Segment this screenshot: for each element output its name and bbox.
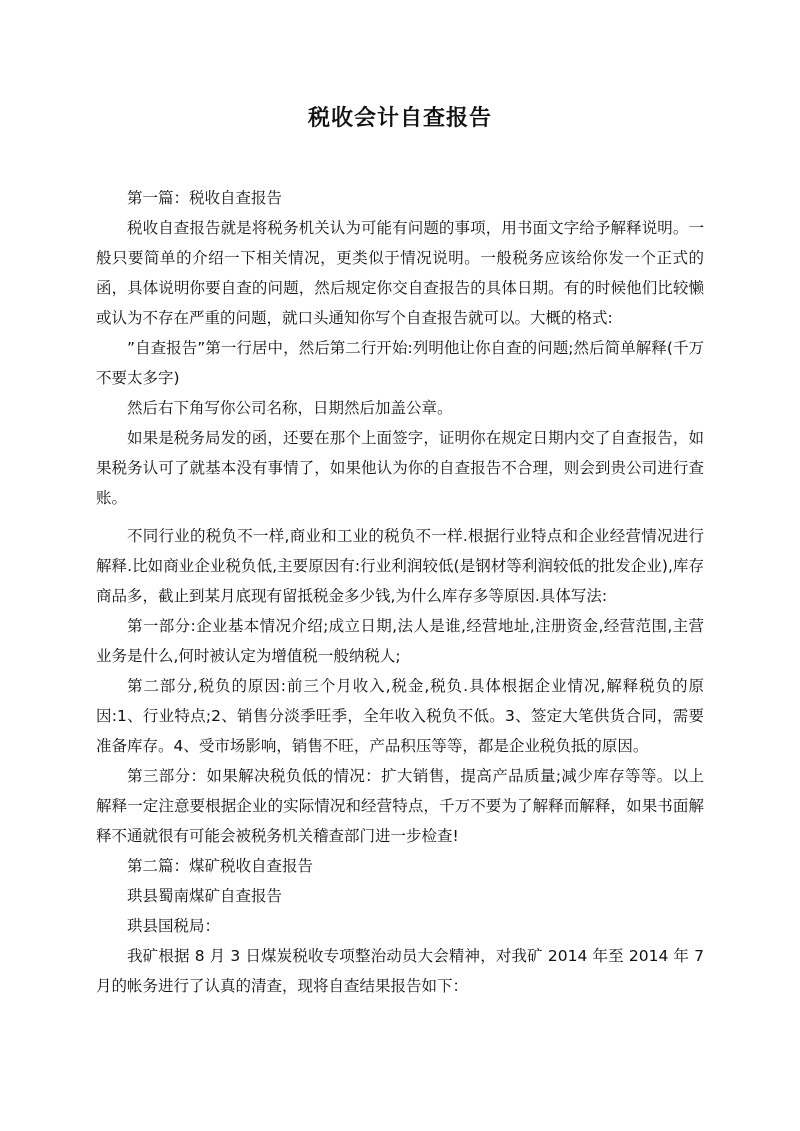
paragraph-intro: 税收自查报告就是将税务机关认为可能有问题的事项，用书面文字给予解释说明。一般只要简单的介绍一下相关情况，更类似于情况说明。一般税务应该给你发一个正式的函，具体说明你要自查的问题，然后规定你交自查报告的具体日期。有的时候他们比较懒或认为不存在严重的问题，就口头通知你写个自查报告就可以。大概的格式: — [96, 219, 704, 327]
paragraph-report-title: 珙县蜀南煤矿自查报告 — [127, 887, 283, 905]
paragraph-signature: 然后右下角写你公司名称，日期然后加盖公章。 — [127, 399, 453, 417]
document-title: 税收会计自查报告 — [307, 106, 492, 131]
paragraph-format: ”自查报告”第一行居中，然后第二行开始:列明他让你自查的问题;然后简单解释(千万不要太多字) — [96, 339, 704, 387]
paragraph-heading-2: 第二篇：煤矿税收自查报告 — [127, 857, 314, 875]
paragraph-industry: 不同行业的税负不一样,商业和工业的税负不一样.根据行业特点和企业经营情况进行解释.比如商业企业税负低,主要原因有:行业利润较低(是钢材等利润较低的批发企业),库存商品多，截止到某月底现有留抵税金多少钱,为什么库存多等原因.具体写法: — [96, 527, 704, 605]
paragraph-addressee: 珙县国税局： — [127, 917, 221, 935]
paragraph-heading-1: 第一篇：税收自查报告 — [127, 189, 283, 207]
paragraph-part-1: 第一部分:企业基本情况介绍;成立日期,法人是谁,经营地址,注册资金,经营范围,主营业务是什么,何时被认定为增值税一般纳税人; — [96, 617, 704, 665]
document-body — [96, 183, 704, 1001]
paragraph-part-2: 第二部分,税负的原因:前三个月收入,税金,税负.具体根据企业情况,解释税负的原因:1、行业特点;2、销售分淡季旺季，全年收入税负不低。3、签定大笔供货合同，需要准备库存。4、受市场影响，销售不旺，产品积压等等，都是企业税负抵的原因。 — [96, 677, 704, 755]
paragraph-report-body: 我矿根据 8 月 3 日煤炭税收专项整治动员大会精神，对我矿 2014 年至 2014 年 7 月的帐务进行了认真的清查，现将自查结果报告如下： — [96, 947, 704, 995]
paragraph-letter: 如果是税务局发的函，还要在那个上面签字，证明你在规定日期内交了自查报告，如果税务认可了就基本没有事情了，如果他认为你的自查报告不合理，则会到贵公司进行查账。 — [96, 429, 704, 507]
paragraph-part-3: 第三部分：如果解决税负低的情况：扩大销售，提高产品质量;减少库存等等。以上解释一定注意要根据企业的实际情况和经营特点，千万不要为了解释而解释，如果书面解释不通就很有可能会被税务机关稽查部门进一步检查! — [96, 767, 704, 845]
